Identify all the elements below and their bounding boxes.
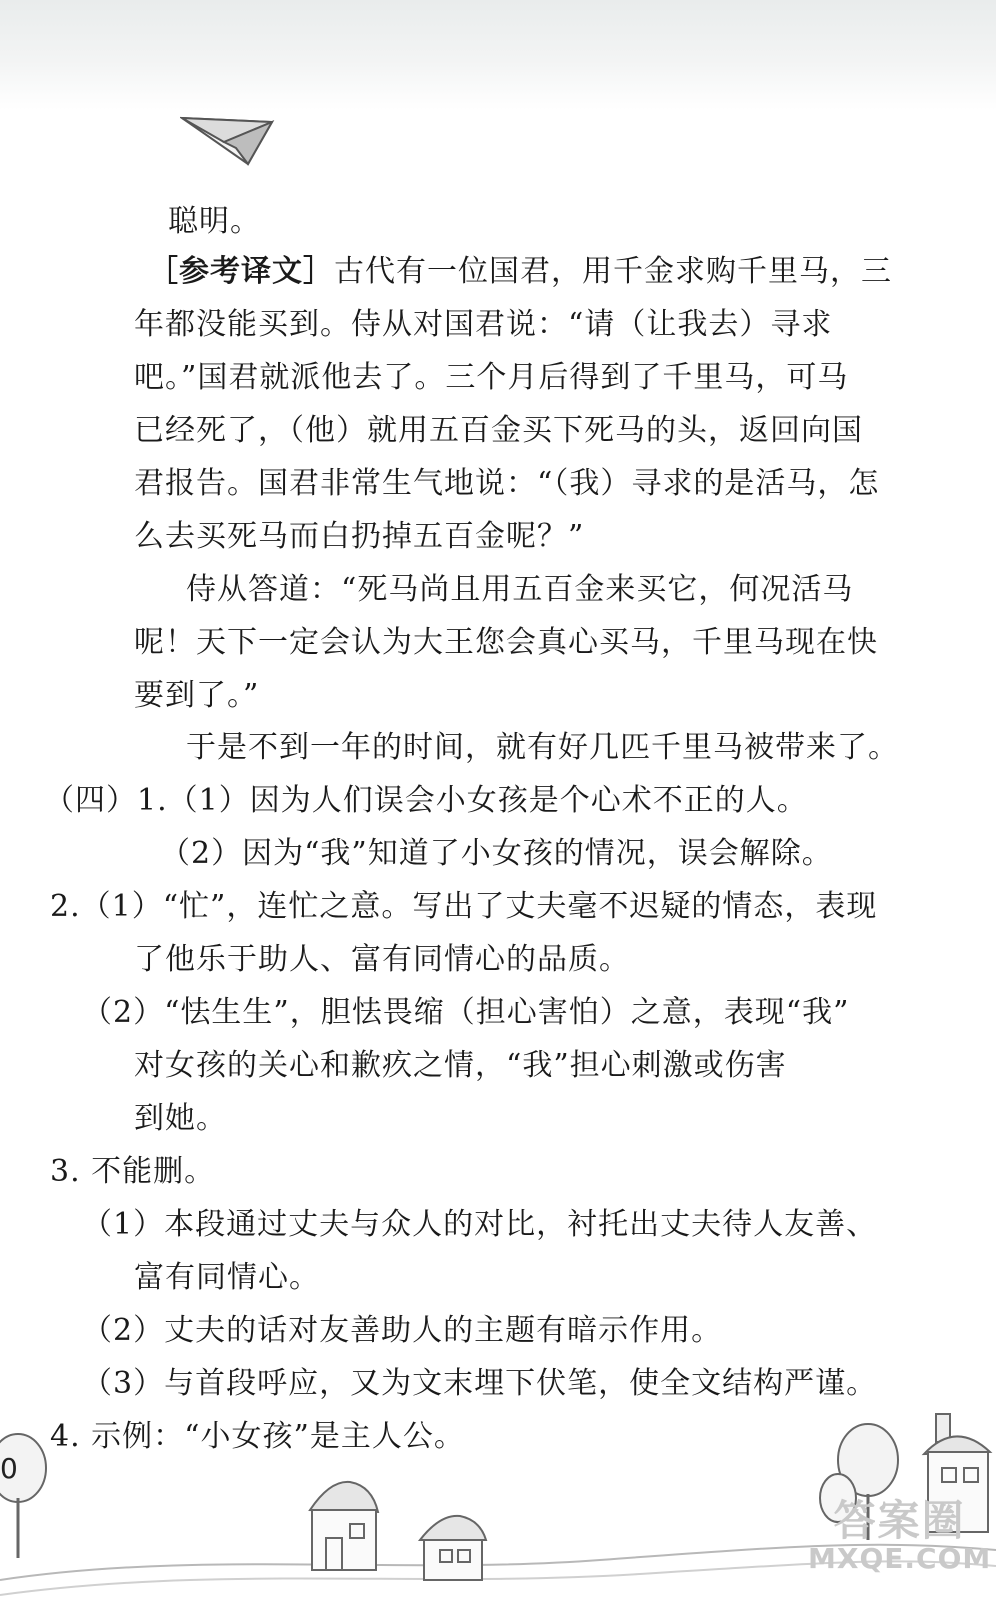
text-line: 了他乐于助人、富有同情心的品质。 <box>134 942 630 977</box>
text-line <box>148 252 892 292</box>
text-line: 富有同情心。 <box>134 1260 320 1295</box>
text-line: （四）1.（1）因为人们误会小女孩是个心术不正的人。 <box>44 783 808 818</box>
text-line: 侍从答道：“死马尚且用五百金来买它，何况活马 <box>186 572 854 607</box>
text-line: 要到了。” <box>134 678 260 713</box>
text-line: 君报告。国君非常生气地说：“（我）寻求的是活马，怎 <box>134 466 880 501</box>
text-line: 已经死了，（他）就用五百金买下死马的头，返回向国 <box>134 413 863 448</box>
paper-plane-icon <box>180 112 280 172</box>
text-line: 么去买死马而白扔掉五百金呢？” <box>134 519 585 554</box>
text-span: 古代有一位国君，用千金求购千里马，三 <box>334 254 892 289</box>
house-icon <box>420 1516 486 1580</box>
reference-translation-label: ［参考译文］ <box>148 254 334 289</box>
text-line: 3. 不能删。 <box>50 1154 216 1189</box>
text-line: （1）本段通过丈夫与众人的对比，衬托出丈夫待人友善、 <box>82 1207 878 1242</box>
house-icon <box>310 1482 378 1570</box>
text-line: （3）与首段呼应，又为文末埋下伏笔，使全文结构严谨。 <box>82 1366 878 1401</box>
text-line: （2）因为“我”知道了小女孩的情况，误会解除。 <box>160 836 833 871</box>
page-number: 0 <box>0 1452 18 1485</box>
site-watermark <box>808 1498 991 1574</box>
text-line: 聪明。 <box>168 204 261 239</box>
text-line: 吧。”国君就派他去了。三个月后得到了千里马，可马 <box>134 360 849 395</box>
text-line: 2.（1）“忙”，连忙之意。写出了丈夫毫不迟疑的情态，表现 <box>50 889 878 924</box>
watermark-en: MXQE.COM <box>808 1542 992 1575</box>
text-line: 年都没能买到。侍从对国君说：“请（让我去）寻求 <box>134 307 833 342</box>
text-line: 呢！天下一定会认为大王您会真心买马，千里马现在快 <box>134 625 878 660</box>
text-line: 于是不到一年的时间，就有好几匹千里马被带来了。 <box>186 730 899 765</box>
text-line: （2）丈夫的话对友善助人的主题有暗示作用。 <box>82 1313 723 1348</box>
text-line: （2）“怯生生”，胆怯畏缩（担心害怕）之意，表现“我” <box>82 995 850 1030</box>
text-line: 4. 示例：“小女孩”是主人公。 <box>50 1419 465 1454</box>
text-line: 对女孩的关心和歉疚之情，“我”担心刺激或伤害 <box>134 1048 787 1083</box>
text-line: 到她。 <box>134 1101 227 1136</box>
header-texture-band <box>0 0 996 110</box>
watermark-cn: 答案圈 <box>833 1496 966 1545</box>
